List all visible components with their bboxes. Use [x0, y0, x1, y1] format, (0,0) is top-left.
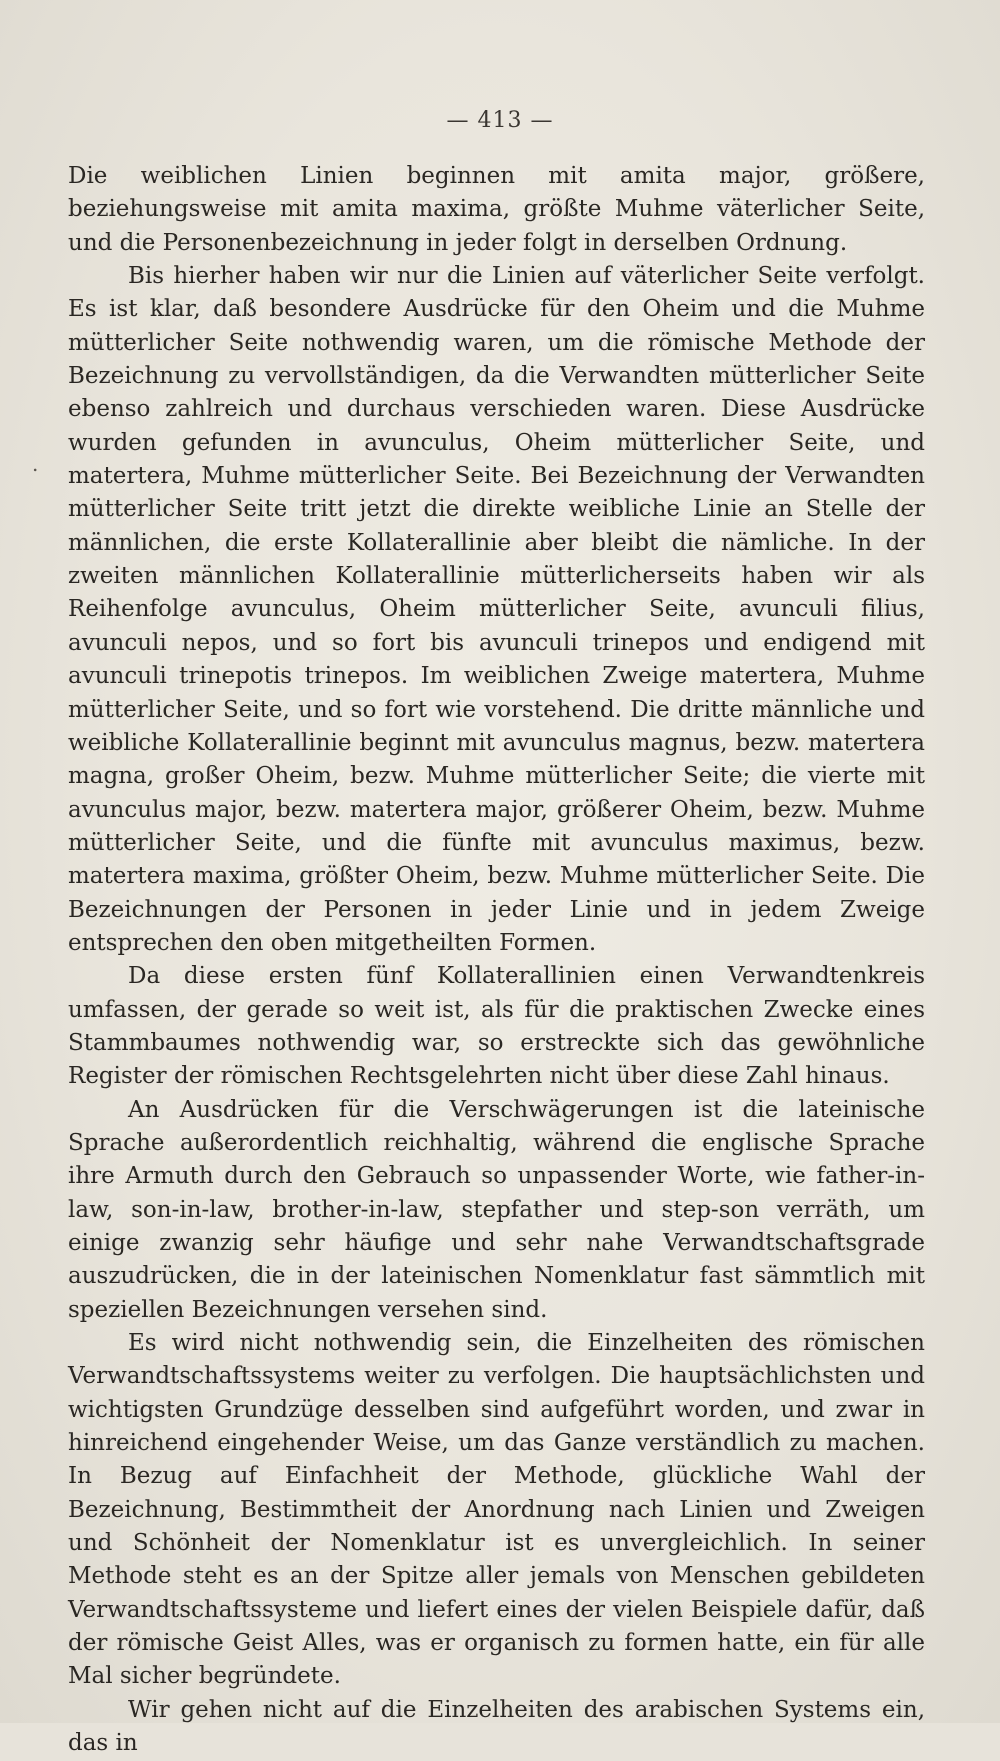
paragraph: Es wird nicht nothwendig sein, die Einzelheiten des römischen Verwandtschaftssystems weiter zu verfolgen. Die hauptsächlichsten und wichtigsten Grundzüge desselben sind aufgeführt worden, und zwar in hinreichend eingehender Weise, um das Ganze verständlich zu machen. In Bezug auf Einfachheit der Methode, glückliche Wahl der Bezeichnung, Bestimmtheit der Anordnung nach Linien und Zweigen und Schönheit der Nomenklatur ist es unvergleichlich. In seiner Methode steht es an der Spitze aller jemals von Menschen gebildeten Verwandtschaftssysteme und liefert eines der vielen Beispiele dafür, daß der römische Geist Alles, was er organisch zu formen hatte, ein für alle Mal sicher begründete. — [68, 1330, 925, 1690]
paragraph: An Ausdrücken für die Verschwägerungen ist die lateinische Sprache außerordentlich reichhaltig, während die englische Sprache ihre Armuth durch den Gebrauch so unpassender Worte, wie father-in-law, son-in-law, brother-in-law, stepfather und step-son verräth, um einige zwanzig sehr häufige und sehr nahe Verwandtschaftsgrade auszudrücken, die in der lateinischen Nomenklatur fast sämmtlich mit speziellen Bezeichnungen versehen sind. — [68, 1096, 925, 1323]
body-text — [68, 160, 925, 1761]
paragraph: Wir gehen nicht auf die Einzelheiten des arabischen Systems ein, das in — [68, 1696, 925, 1757]
page-number: — 413 — — [446, 108, 554, 133]
margin-dot: . — [32, 452, 39, 476]
paragraph: Die weiblichen Linien beginnen mit amita major, größere, beziehungsweise mit amita maxima, größte Muhme väterlicher Seite, und die Personenbezeichnung in jeder folgt in derselben Ordnung. — [68, 163, 925, 256]
paragraph: Bis hierher haben wir nur die Linien auf väterlicher Seite verfolgt. Es ist klar, daß besondere Ausdrücke für den Oheim und die Muhme mütterlicher Seite nothwendig waren, um die römische Methode der Bezeichnung zu vervollständigen, da die Verwandten mütterlicher Seite ebenso zahlreich und durchaus verschieden waren. Diese Ausdrücke wurden gefunden in avunculus, Oheim mütterlicher Seite, und matertera, Muhme mütterlicher Seite. Bei Bezeichnung der Verwandten mütterlicher Seite tritt jetzt die direkte weibliche Linie an Stelle der männlichen, die erste Kollaterallinie aber bleibt die nämliche. In der zweiten männlichen Kollaterallinie mütterlicherseits haben wir als Reihenfolge avunculus, Oheim mütterlicher Seite, avunculi filius, avunculi nepos, und so fort bis avunculi trinepos und endigend mit avunculi trinepotis trinepos. Im weiblichen Zweige matertera, Muhme mütterlicher Seite, und so fort wie vorstehend. Die dritte männliche und weibliche Kollaterallinie beginnt mit avunculus magnus, bezw. matertera magna, großer Oheim, bezw. Muhme mütterlicher Seite; die vierte mit avunculus major, bezw. matertera major, größerer Oheim, bezw. Muhme mütterlicher Seite, und die fünfte mit avunculus maximus, bezw. matertera maxima, größter Oheim, bezw. Muhme mütterlicher Seite. Die Bezeichnungen der Personen in jeder Linie und in jedem Zweige entsprechen den oben mitgetheilten Formen. — [68, 263, 925, 956]
paragraph: Da diese ersten fünf Kollaterallinien einen Verwandtenkreis umfassen, der gerade so weit ist, als für die praktischen Zwecke eines Stammbaumes nothwendig war, so erstreckte sich das gewöhnliche Register der römischen Rechtsgelehrten nicht über diese Zahl hinaus. — [68, 963, 925, 1090]
